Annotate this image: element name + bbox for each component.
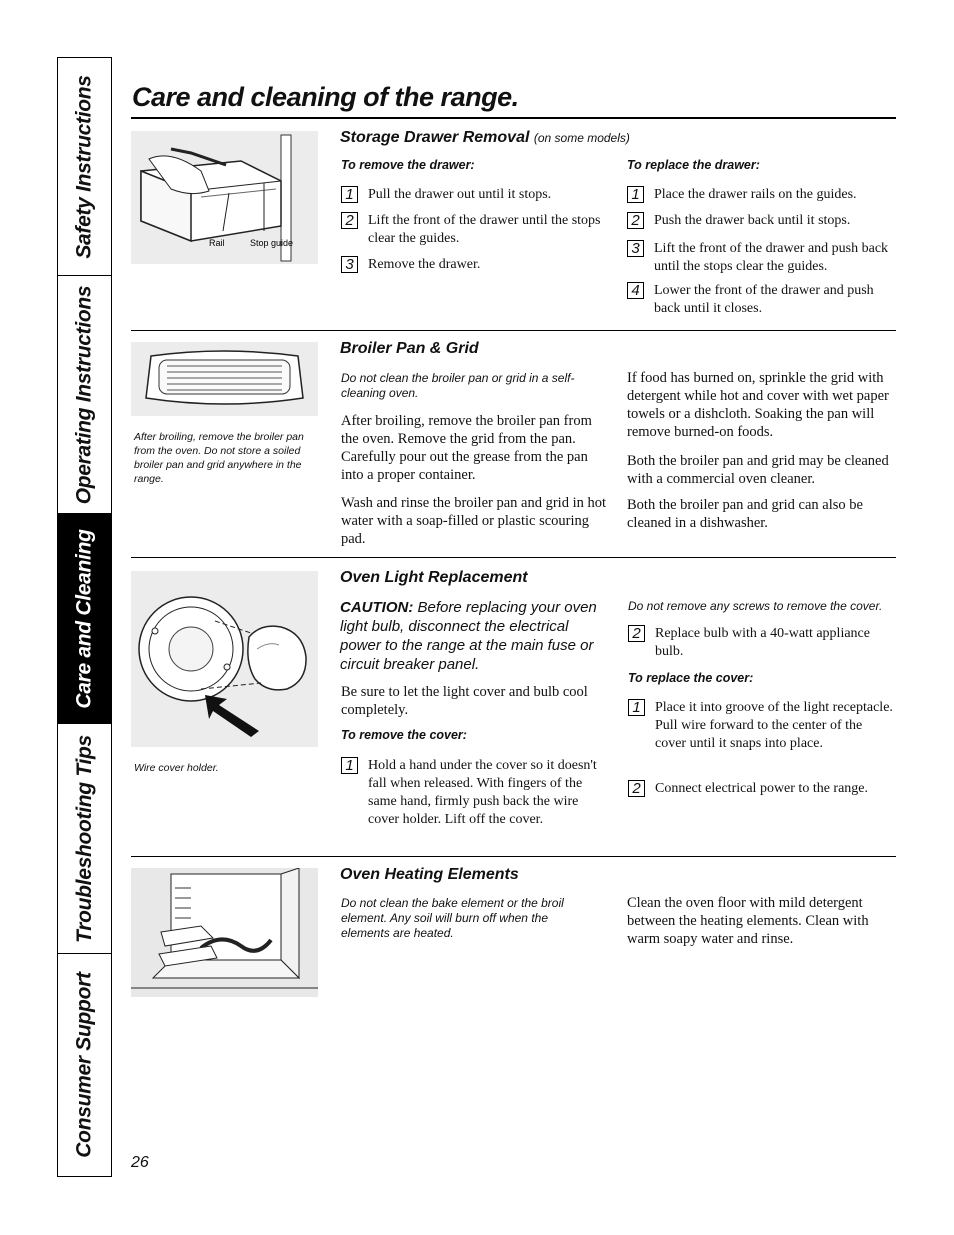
stop-guide-label: Stop guide	[250, 238, 294, 248]
screws-note: Do not remove any screws to remove the cover.	[628, 599, 883, 613]
broiler-paragraph: Both the broiler pan and grid may be cleaned with a commercial oven cleaner.	[627, 453, 889, 487]
remove-drawer-step	[341, 256, 611, 274]
remove-cover-step	[341, 757, 611, 829]
step-text: Lower the front of the drawer and push back until it closes.	[654, 283, 874, 316]
step-text: Place the drawer rails on the guides.	[654, 187, 857, 202]
step-number: 2	[341, 212, 358, 229]
drawer-illustration	[131, 131, 318, 264]
tab-operating-instructions[interactable]	[58, 276, 111, 514]
storage-title: Storage Drawer Removal (on some models)	[340, 129, 630, 146]
elements-note: Do not clean the bake element or the broil element. Any soil will burn off when the elements are heated.	[341, 896, 564, 940]
tab-label: Consumer Support	[72, 972, 96, 1158]
oven-interior-illustration	[131, 868, 318, 997]
broiler-title: Broiler Pan & Grid	[340, 340, 479, 357]
title-rule	[131, 117, 896, 119]
oven-light-title: Oven Light Replacement	[340, 569, 528, 586]
rail-label: Rail	[209, 238, 225, 248]
caution-text: CAUTION: Before replacing your oven light bulb, disconnect the electrical power to the range at the main fuse or circuit breaker panel.	[340, 599, 597, 673]
broiler-paragraph: Both the broiler pan and grid can also be cleaned in a dishwasher.	[627, 497, 863, 531]
replace-drawer-step	[627, 282, 895, 318]
step-number: 2	[628, 625, 645, 642]
step-number: 3	[341, 256, 358, 273]
broiler-pan-figure	[131, 342, 318, 416]
step-text: Pull the drawer out until it stops.	[368, 187, 552, 202]
step-number: 2	[628, 780, 645, 797]
light-cover-illustration	[131, 571, 318, 747]
broiler-pan-illustration	[131, 342, 318, 416]
replace-drawer-step	[627, 212, 895, 230]
tab-consumer-support[interactable]	[58, 954, 111, 1176]
replace-drawer-heading: To replace the drawer:	[627, 158, 760, 172]
remove-drawer-heading: To remove the drawer:	[341, 158, 475, 172]
step-text: Place it into groove of the light receptacle. Pull wire forward to the center of the cover until it snaps into place.	[655, 700, 893, 751]
step-text: Remove the drawer.	[368, 257, 481, 272]
replace-drawer-step	[627, 186, 895, 204]
step-text: Connect electrical power to the range.	[655, 781, 869, 796]
heating-elements-title: Oven Heating Elements	[340, 866, 519, 883]
step-number: 1	[341, 757, 358, 774]
model-note: (on some models)	[533, 131, 630, 145]
step-number: 2	[627, 212, 644, 229]
step-number: 4	[627, 282, 644, 299]
heating-elements-figure	[131, 868, 318, 997]
replace-bulb-step	[628, 625, 893, 661]
elements-paragraph: Clean the oven floor with mild detergent between the heating elements. Clean with warm soapy water and rinse.	[627, 895, 869, 947]
section-tab-column	[57, 57, 112, 1177]
tab-safety-instructions[interactable]	[58, 58, 111, 276]
step-number: 1	[341, 186, 358, 203]
tab-care-and-cleaning[interactable]	[58, 514, 111, 724]
step-text: Lift the front of the drawer and push back until the stops clear the guides.	[654, 241, 889, 274]
remove-drawer-step	[341, 186, 611, 204]
step-text: Hold a hand under the cover so it doesn't fall when released. With fingers of the same hand, firmly push back the wire cover holder. Lift off the cover.	[368, 758, 597, 827]
tab-label: Care and Cleaning	[72, 528, 96, 709]
light-paragraph: Be sure to let the light cover and bulb cool completely.	[341, 684, 588, 718]
step-text: Replace bulb with a 40-watt appliance bulb.	[655, 626, 870, 659]
tab-troubleshooting-tips[interactable]	[58, 724, 111, 954]
wire-holder-caption: Wire cover holder.	[134, 762, 219, 774]
broiler-paragraph: After broiling, remove the broiler pan from the oven. Remove the grid from the pan. Carefully pour out the grease from the pan into a proper container.	[341, 413, 592, 483]
replace-cover-step	[628, 780, 893, 798]
broiler-caption: After broiling, remove the broiler pan from the oven. Do not store a soiled broiler pan and grid anywhere in the range.	[134, 431, 304, 485]
broiler-paragraph: If food has burned on, sprinkle the grid with detergent while hot and cover with wet paper towels or a dishcloth. Soaking the pan will remove burned-on foods.	[627, 370, 889, 440]
remove-drawer-step	[341, 212, 611, 248]
section-divider	[131, 557, 896, 558]
section-divider	[131, 330, 896, 331]
step-text: Push the drawer back until it stops.	[654, 213, 851, 228]
broiler-note: Do not clean the broiler pan or grid in a self-cleaning oven.	[341, 371, 575, 400]
step-number: 1	[628, 699, 645, 716]
storage-drawer-figure	[131, 131, 318, 264]
page-number: 26	[131, 1154, 149, 1171]
broiler-paragraph: Wash and rinse the broiler pan and grid in hot water with a soap-filled or plastic scouring pad.	[341, 495, 607, 547]
replace-cover-step	[628, 699, 893, 753]
section-divider	[131, 856, 896, 857]
replace-cover-heading: To replace the cover:	[628, 671, 754, 685]
oven-light-figure	[131, 571, 318, 747]
replace-drawer-step	[627, 240, 895, 276]
remove-cover-heading: To remove the cover:	[341, 728, 467, 742]
tab-label: Safety Instructions	[72, 74, 96, 259]
page-title: Care and cleaning of the range.	[132, 82, 519, 112]
tab-label: Troubleshooting Tips	[72, 734, 96, 943]
tab-label: Operating Instructions	[72, 285, 96, 504]
step-text: Lift the front of the drawer until the stops clear the guides.	[368, 213, 601, 246]
step-number: 1	[627, 186, 644, 203]
step-number: 3	[627, 240, 644, 257]
